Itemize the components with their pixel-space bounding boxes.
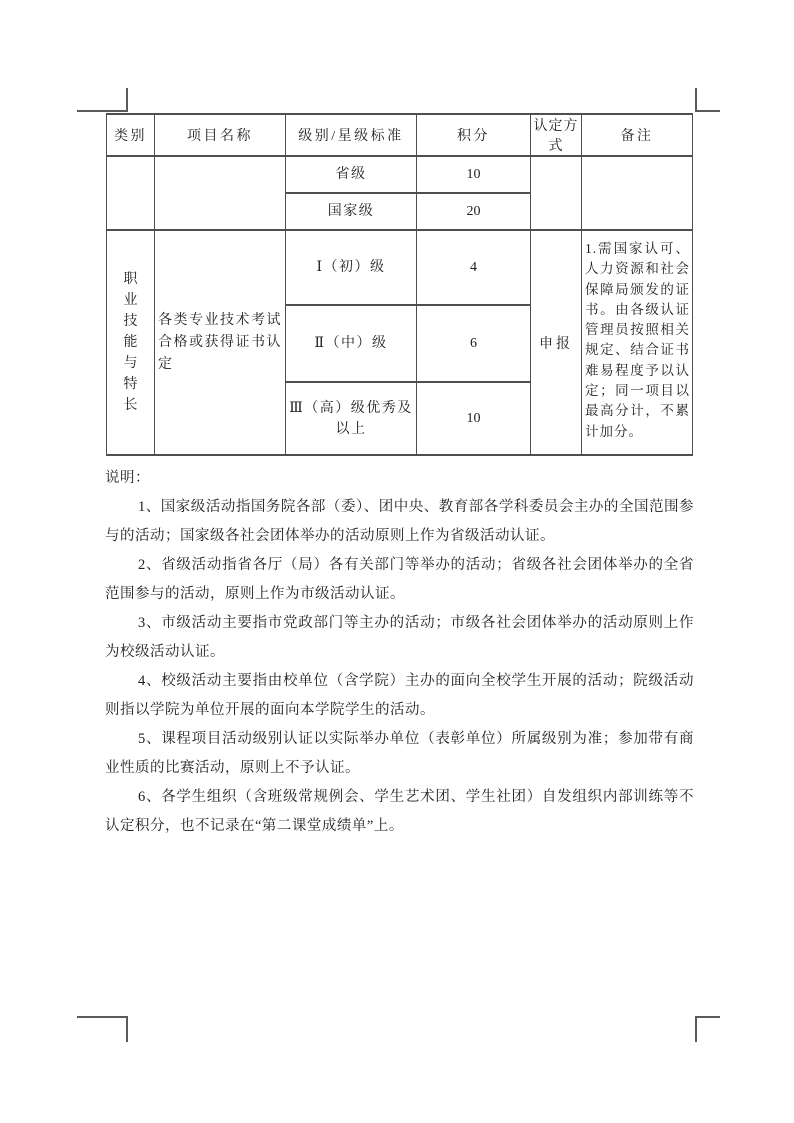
header-certify-method: 认定方式 [531, 114, 582, 156]
crop-mark-top-left [77, 88, 128, 112]
category-cell [107, 156, 155, 230]
points-cell: 10 [417, 156, 531, 193]
note-item: 4、校级活动主要指由校单位（含学院）主办的面向全校学生开展的活动；院级活动则指以学院为单位开展的面向本学院学生的活动。 [105, 673, 694, 718]
category-cell [107, 230, 155, 455]
crop-mark-top-right [695, 88, 720, 112]
level-cell: Ⅲ（高）级优秀及以上 [286, 382, 417, 455]
certify-method-cell: 申报 [531, 230, 582, 455]
header-remark: 备注 [582, 114, 693, 156]
points-cell: 4 [417, 230, 531, 305]
note-item: 2、省级活动指省各厅（局）各有关部门等举办的活动；省级各社会团体举办的全省范围参与的活动，原则上作为市级活动认证。 [105, 557, 694, 602]
remark-cell: 1.需国家认可、人力资源和社会保障局颁发的证书。由各级认证管理员按照相关规定、结合证书难易程度予以认定；同一项目以最高分计，不累计加分。 [582, 230, 693, 455]
note-item: 1、国家级活动指国务院各部（委）、团中央、教育部各学科委员会主办的全国范围参与的活动；国家级各社会团体举办的活动原则上作为省级活动认证。 [105, 499, 694, 544]
header-project-name: 项目名称 [155, 114, 286, 156]
certify-method-cell [531, 156, 582, 230]
level-cell: 国家级 [286, 193, 417, 230]
notes-section [105, 464, 694, 841]
remark-cell [582, 156, 693, 230]
project-cell [155, 156, 286, 230]
points-cell: 10 [417, 382, 531, 455]
notes-title: 说明： [105, 470, 150, 486]
crop-mark-bottom-right [695, 1016, 720, 1042]
level-cell: Ⅱ（中）级 [286, 305, 417, 382]
note-item: 3、市级活动主要指市党政部门等主办的活动；市级各社会团体举办的活动原则上作为校级活动认证。 [105, 615, 694, 660]
level-cell: 省级 [286, 156, 417, 193]
points-cell: 20 [417, 193, 531, 230]
project-cell: 各类专业技术考试合格或获得证书认定 [155, 230, 286, 455]
category-vertical-text: 职业技能与特长 [123, 272, 138, 413]
points-table [106, 113, 693, 456]
table-row [107, 156, 693, 193]
header-category: 类别 [107, 114, 155, 156]
crop-mark-bottom-left [77, 1016, 128, 1042]
table-header-row [107, 114, 693, 156]
note-item: 5、课程项目活动级别认证以实际举办单位（表彰单位）所属级别为准；参加带有商业性质的比赛活动，原则上不予认证。 [105, 731, 694, 776]
note-item: 6、各学生组织（含班级常规例会、学生艺术团、学生社团）自发组织内部训练等不认定积分，也不记录在“第二课堂成绩单”上。 [105, 789, 694, 834]
level-cell: Ⅰ（初）级 [286, 230, 417, 305]
table-row [107, 230, 693, 305]
points-cell: 6 [417, 305, 531, 382]
header-points: 积分 [417, 114, 531, 156]
header-level-standard: 级别/星级标准 [286, 114, 417, 156]
